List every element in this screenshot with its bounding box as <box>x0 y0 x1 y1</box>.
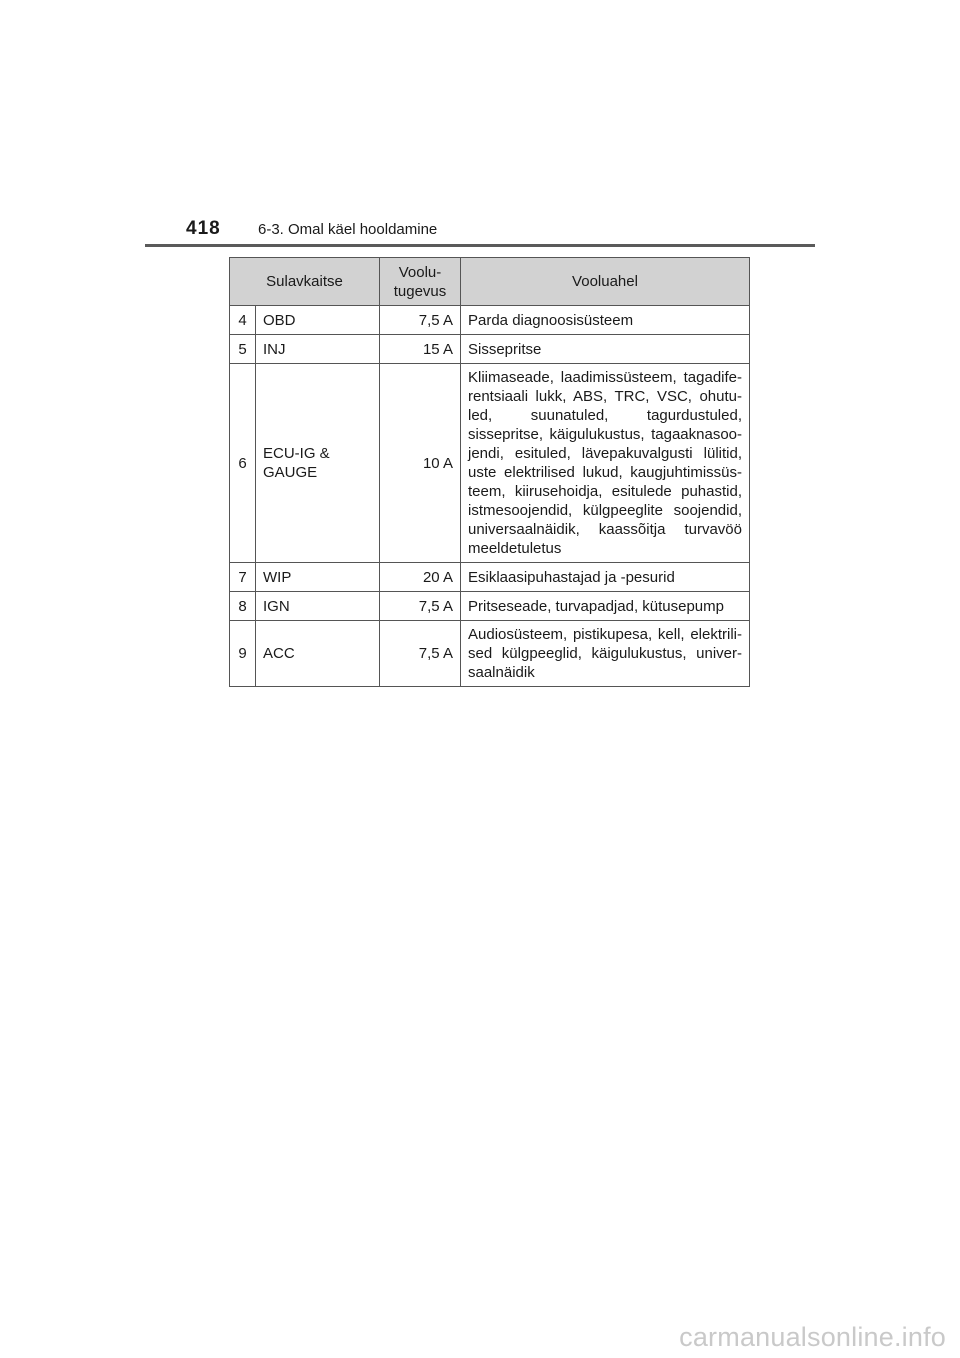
table-row <box>230 563 750 592</box>
header-divider <box>145 244 815 247</box>
fuse-circuit <box>461 306 750 335</box>
fuse-number: 8 <box>230 592 256 621</box>
table-row <box>230 335 750 364</box>
fuse-name: INJ <box>256 335 380 364</box>
fuse-name: IGN <box>256 592 380 621</box>
fuse-table <box>229 257 750 687</box>
fuse-circuit <box>461 592 750 621</box>
site-watermark: carmanualsonline.info <box>679 1322 946 1352</box>
fuse-circuit-text: Audiosüsteem, pistikupesa, kell, elektrili-sed külgpeeglid, käigulukustus, univer-saalnäidik <box>468 626 742 681</box>
table-row <box>230 364 750 563</box>
table-header-row <box>230 258 750 306</box>
table-row <box>230 306 750 335</box>
page-number: 418 <box>186 218 221 239</box>
fuse-amperage: 7,5 A <box>380 592 461 621</box>
fuse-number: 9 <box>230 621 256 687</box>
fuse-name <box>256 364 380 563</box>
column-header-fuse: Sulavkaitse <box>230 258 380 306</box>
fuse-circuit-text: Kliimaseade, laadimissüsteem, tagadife-rentsiaali lukk, ABS, TRC, VSC, ohutu-led, suunatuled, tagurdustuled, sissepritse, käigulukustus, tagaaknasoo-jendi, esituled, lävepakuvalgusti lülitid, uste elektrilised lukud, kaugjuhtimissüs-teem, kiirusehoidja, esitulede puhastid, istmesoojendid, külgpeeglite soojendid, universaalnäidik, kaassõitja turvavöö meeldetuletus <box>468 369 742 557</box>
fuse-name: ACC <box>256 621 380 687</box>
fuse-circuit <box>461 621 750 687</box>
fuse-name: WIP <box>256 563 380 592</box>
column-header-amperage-text: Voolu- tugevus <box>393 263 447 300</box>
fuse-circuit-text: Sissepritse <box>468 340 542 358</box>
fuse-circuit <box>461 563 750 592</box>
fuse-circuit-text: Pritseseade, turvapadjad, kütusepump <box>468 597 724 615</box>
fuse-number: 5 <box>230 335 256 364</box>
column-header-amperage <box>380 258 461 306</box>
fuse-circuit-text: Esiklaasipuhastajad ja -pesurid <box>468 568 675 586</box>
fuse-amperage: 15 A <box>380 335 461 364</box>
fuse-number: 4 <box>230 306 256 335</box>
fuse-circuit <box>461 364 750 563</box>
fuse-number: 6 <box>230 364 256 563</box>
fuse-name-text: ECU-IG & GAUGE <box>263 445 330 481</box>
table-row <box>230 621 750 687</box>
page-header <box>186 218 437 240</box>
column-header-circuit: Vooluahel <box>461 258 750 306</box>
fuse-number: 7 <box>230 563 256 592</box>
fuse-amperage: 7,5 A <box>380 621 461 687</box>
fuse-circuit-text: Parda diagnoosisüsteem <box>468 311 634 329</box>
fuse-amperage: 7,5 A <box>380 306 461 335</box>
section-title: 6-3. Omal käel hooldamine <box>258 221 438 238</box>
fuse-amperage: 10 A <box>380 364 461 563</box>
fuse-amperage: 20 A <box>380 563 461 592</box>
fuse-circuit <box>461 335 750 364</box>
fuse-name: OBD <box>256 306 380 335</box>
table-row <box>230 592 750 621</box>
